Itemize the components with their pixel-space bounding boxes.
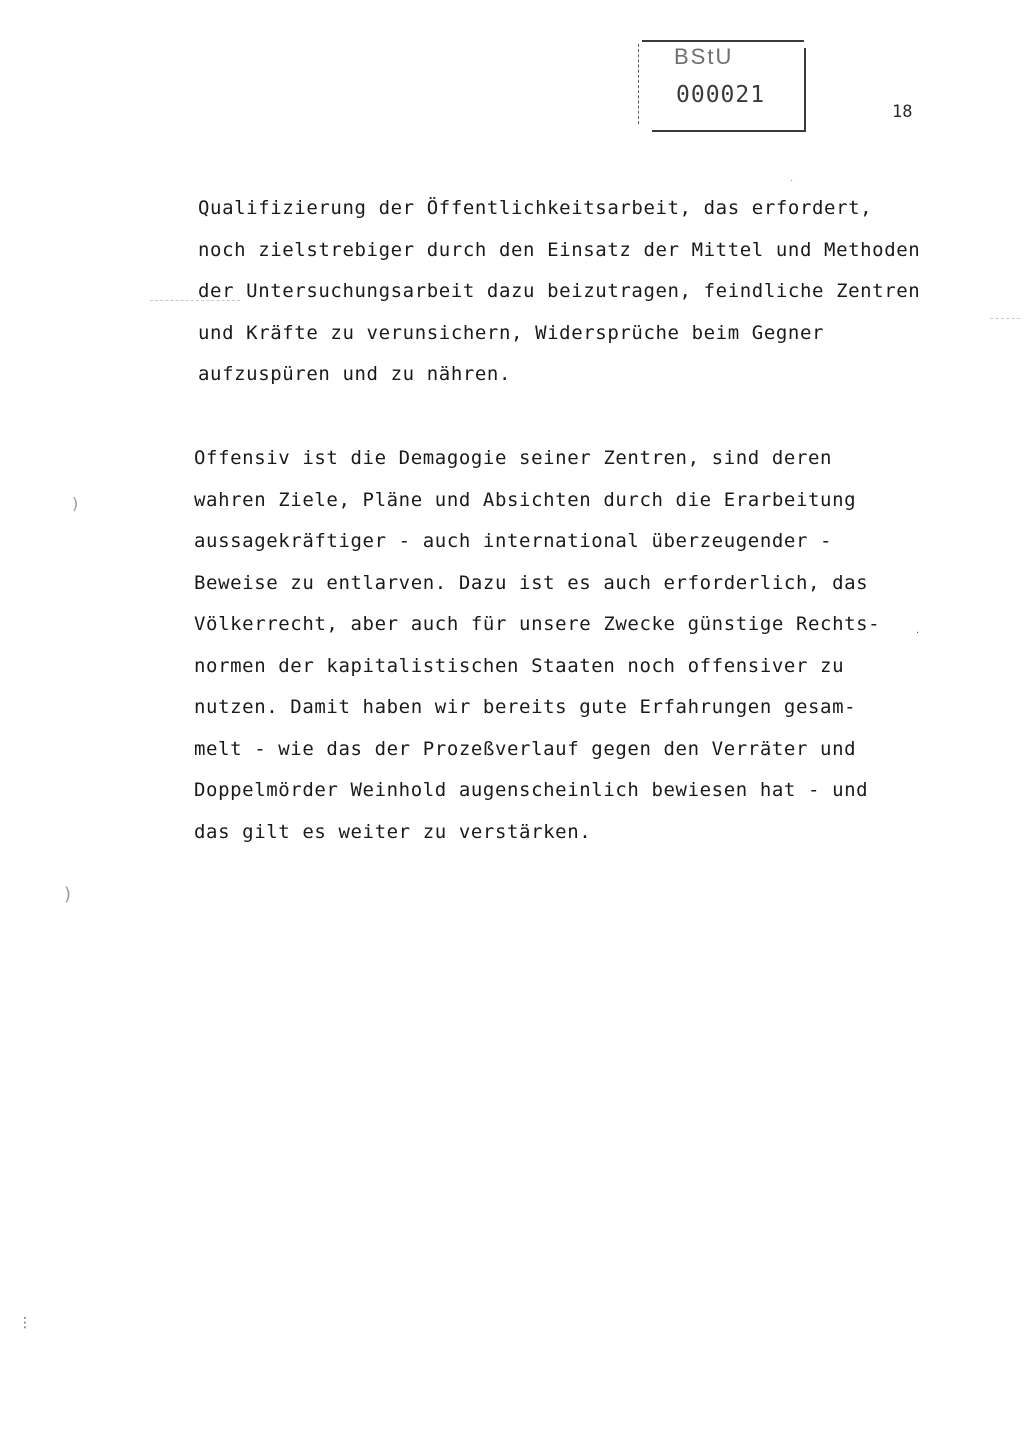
- text-line: aussagekräftiger - auch international überzeugender -: [194, 530, 833, 552]
- stamp-office-name: BStU: [674, 44, 734, 69]
- paragraph-1: [198, 188, 920, 396]
- text-line: und Kräfte zu verunsichern, Widersprüche beim Gegner: [198, 321, 825, 344]
- stamp-border-right: [804, 48, 806, 132]
- scan-artifact-mark: ·: [916, 628, 920, 639]
- text-line: nutzen. Damit haben wir bereits gute Erfahrungen gesam-: [194, 696, 857, 718]
- stamp-border-left: [638, 44, 639, 124]
- text-line: Qualifizierung der Öffentlichkeitsarbeit, das erfordert,: [198, 197, 873, 219]
- text-line: Völkerrecht, aber auch für unsere Zwecke günstige Rechts-: [194, 613, 881, 635]
- archive-stamp: [638, 36, 806, 132]
- scan-artifact-mark: ): [64, 884, 72, 905]
- scan-artifact-line: [990, 318, 1020, 319]
- text-line: das gilt es weiter zu verstärken.: [194, 820, 592, 843]
- scan-artifact-mark: ): [72, 494, 79, 513]
- paragraph-2: [194, 438, 880, 853]
- stamp-border-top: [642, 40, 804, 42]
- text-line: Doppelmörder Weinhold augenscheinlich bewiesen hat - und: [194, 779, 869, 801]
- stamp-document-number: 000021: [676, 82, 766, 108]
- scan-artifact-line: [150, 300, 240, 301]
- page-number: 18: [892, 102, 913, 122]
- text-line: aufzuspüren und zu nähren.: [198, 363, 512, 385]
- scan-artifact-mark: ·: [790, 176, 794, 187]
- text-line: der Untersuchungsarbeit dazu beizutragen, feindliche Zentren: [198, 280, 921, 302]
- text-line: wahren Ziele, Pläne und Absichten durch die Erarbeitung: [194, 488, 857, 511]
- text-line: Beweise zu entlarven. Dazu ist es auch erforderlich, das: [194, 571, 869, 594]
- text-line: noch zielstrebiger durch den Einsatz der Mittel und Methoden: [198, 238, 921, 261]
- text-line: normen der kapitalistischen Staaten noch offensiver zu: [194, 654, 845, 677]
- scan-artifact-mark: ⋮: [18, 1315, 32, 1331]
- text-line: Offensiv ist die Demagogie seiner Zentren, sind deren: [194, 447, 833, 469]
- text-line: melt - wie das der Prozeßverlauf gegen den Verräter und: [194, 737, 857, 760]
- stamp-border-bottom: [652, 130, 806, 132]
